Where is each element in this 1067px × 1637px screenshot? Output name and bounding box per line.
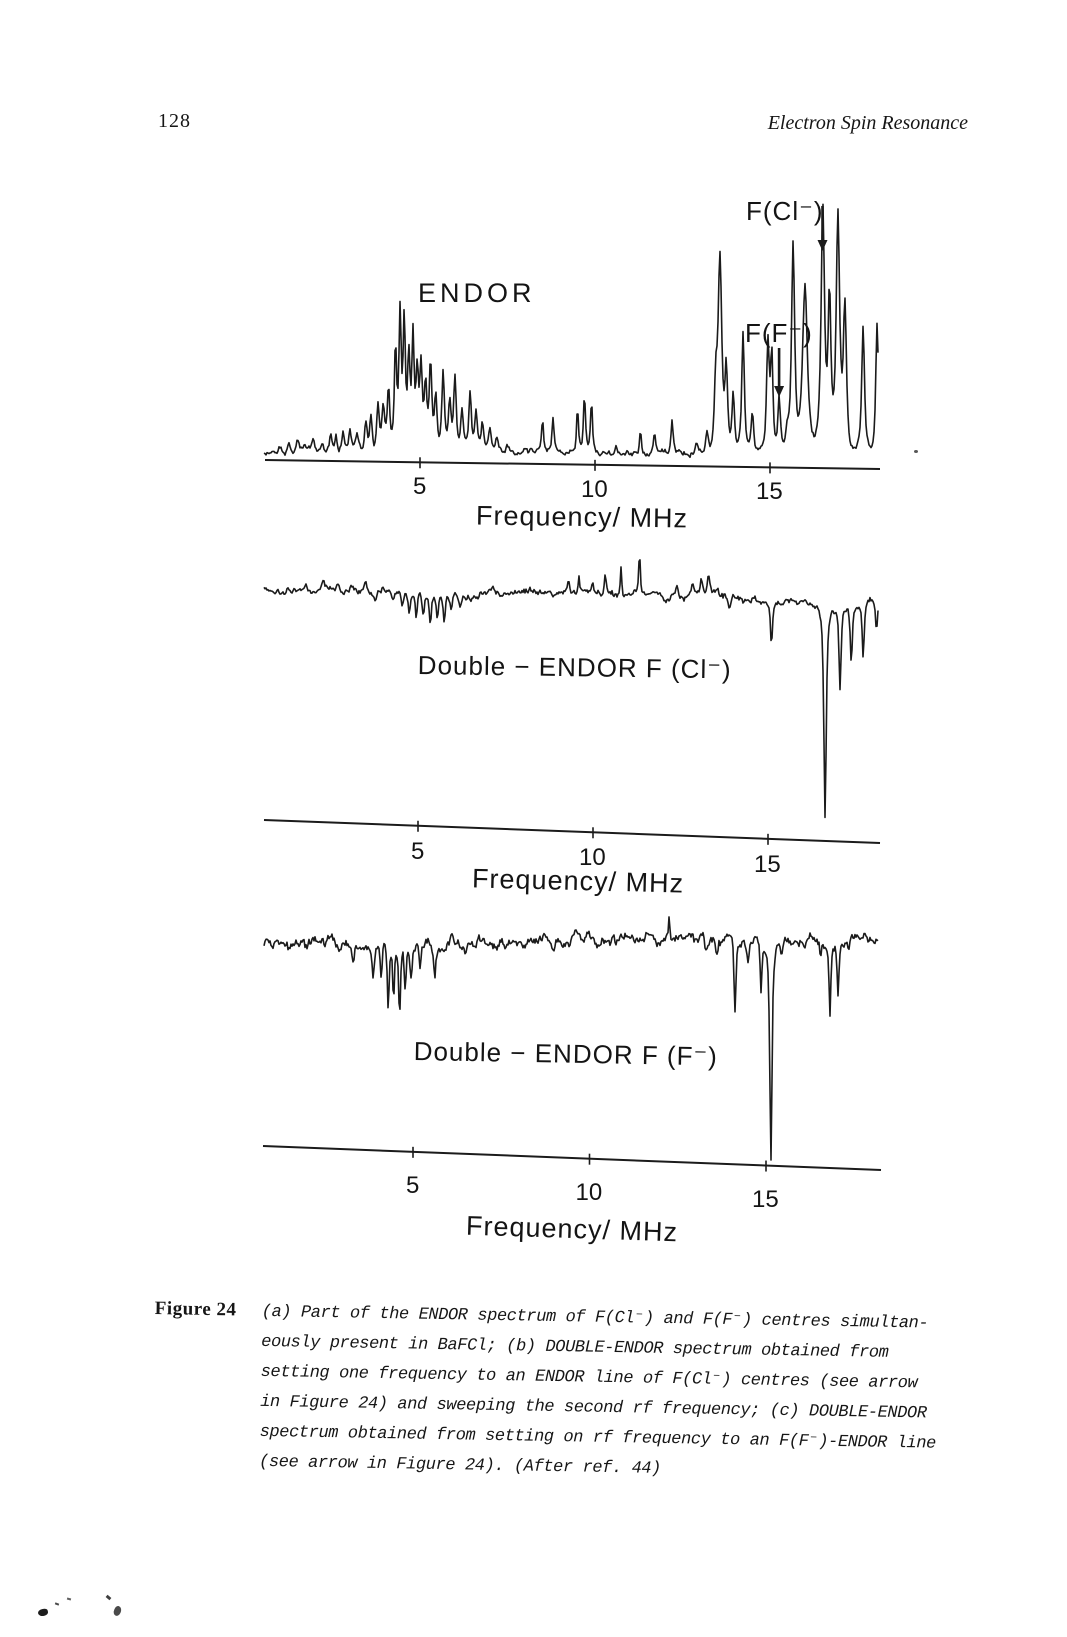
figure-caption bbox=[152, 1296, 995, 1491]
x-tick-label: 5 bbox=[411, 837, 425, 865]
ink-smudge bbox=[37, 1608, 48, 1617]
ink-smudge bbox=[106, 1595, 112, 1601]
annotation-arrowhead bbox=[774, 386, 784, 397]
x-tick-label: 5 bbox=[413, 473, 427, 501]
ink-speck bbox=[914, 450, 918, 453]
x-axis-line bbox=[265, 460, 880, 469]
plot-double-endor-fcl bbox=[258, 540, 898, 915]
endor-spectrum-canvas bbox=[258, 190, 898, 525]
x-axis-line bbox=[263, 1146, 881, 1170]
ink-smudge bbox=[67, 1598, 71, 1601]
caption-line: eously present in BaFCl; (b) DOUBLE-ENDOR spectrum obtained from bbox=[261, 1332, 889, 1363]
annotation-arrowhead bbox=[818, 240, 828, 251]
endor-label: ENDOR bbox=[418, 278, 536, 308]
ink-smudge bbox=[55, 1602, 59, 1605]
caption-line: (a) Part of the ENDOR spectrum of F(Cl⁻) and F(F⁻) centres simultan- bbox=[261, 1302, 929, 1334]
x-tick-label: 10 bbox=[575, 1178, 603, 1206]
page-number: 128 bbox=[158, 110, 191, 132]
figure-label: Figure 24 bbox=[154, 1297, 237, 1321]
x-tick-label: 15 bbox=[754, 850, 781, 878]
x-tick-label: 15 bbox=[756, 478, 783, 506]
x-tick-label: 10 bbox=[579, 844, 606, 872]
double-endor-fcl-canvas bbox=[258, 540, 898, 852]
x-axis-title: Frequency/ MHz bbox=[475, 500, 689, 534]
caption-line: spectrum obtained from setting on rf frequency to an F(F⁻)-ENDOR line bbox=[259, 1422, 937, 1454]
spectrum-trace bbox=[264, 560, 878, 818]
caption-line: setting one frequency to an ENDOR line of F(Cl⁻) centres (see arrow bbox=[260, 1362, 918, 1394]
x-axis-title: Frequency/ MHz bbox=[471, 863, 685, 899]
caption-text bbox=[259, 1298, 995, 1491]
double-endor-fcl-label: Double − ENDOR F (Cl⁻) bbox=[417, 650, 732, 685]
x-tick-label: 10 bbox=[581, 475, 608, 503]
ff-peak-label: F(F⁻) bbox=[745, 318, 813, 348]
fcl-peak-label: F(Cl⁻) bbox=[746, 196, 824, 226]
x-tick-label: 5 bbox=[406, 1171, 420, 1199]
caption-line: (see arrow in Figure 24). (After ref. 44) bbox=[258, 1452, 662, 1479]
plot-double-endor-ff bbox=[258, 878, 898, 1258]
running-title: Electron Spin Resonance bbox=[767, 112, 968, 134]
double-endor-ff-canvas bbox=[258, 878, 898, 1193]
double-endor-ff-label: Double − ENDOR F (F⁻) bbox=[413, 1036, 719, 1072]
x-axis-line bbox=[264, 820, 880, 843]
caption-line: in Figure 24) and sweeping the second rf frequency; (c) DOUBLE-ENDOR bbox=[259, 1392, 927, 1424]
ink-smudge bbox=[112, 1605, 123, 1617]
plot-endor bbox=[258, 190, 898, 540]
x-tick-label: 15 bbox=[752, 1185, 779, 1213]
x-axis-title: Frequency/ MHz bbox=[465, 1210, 679, 1248]
